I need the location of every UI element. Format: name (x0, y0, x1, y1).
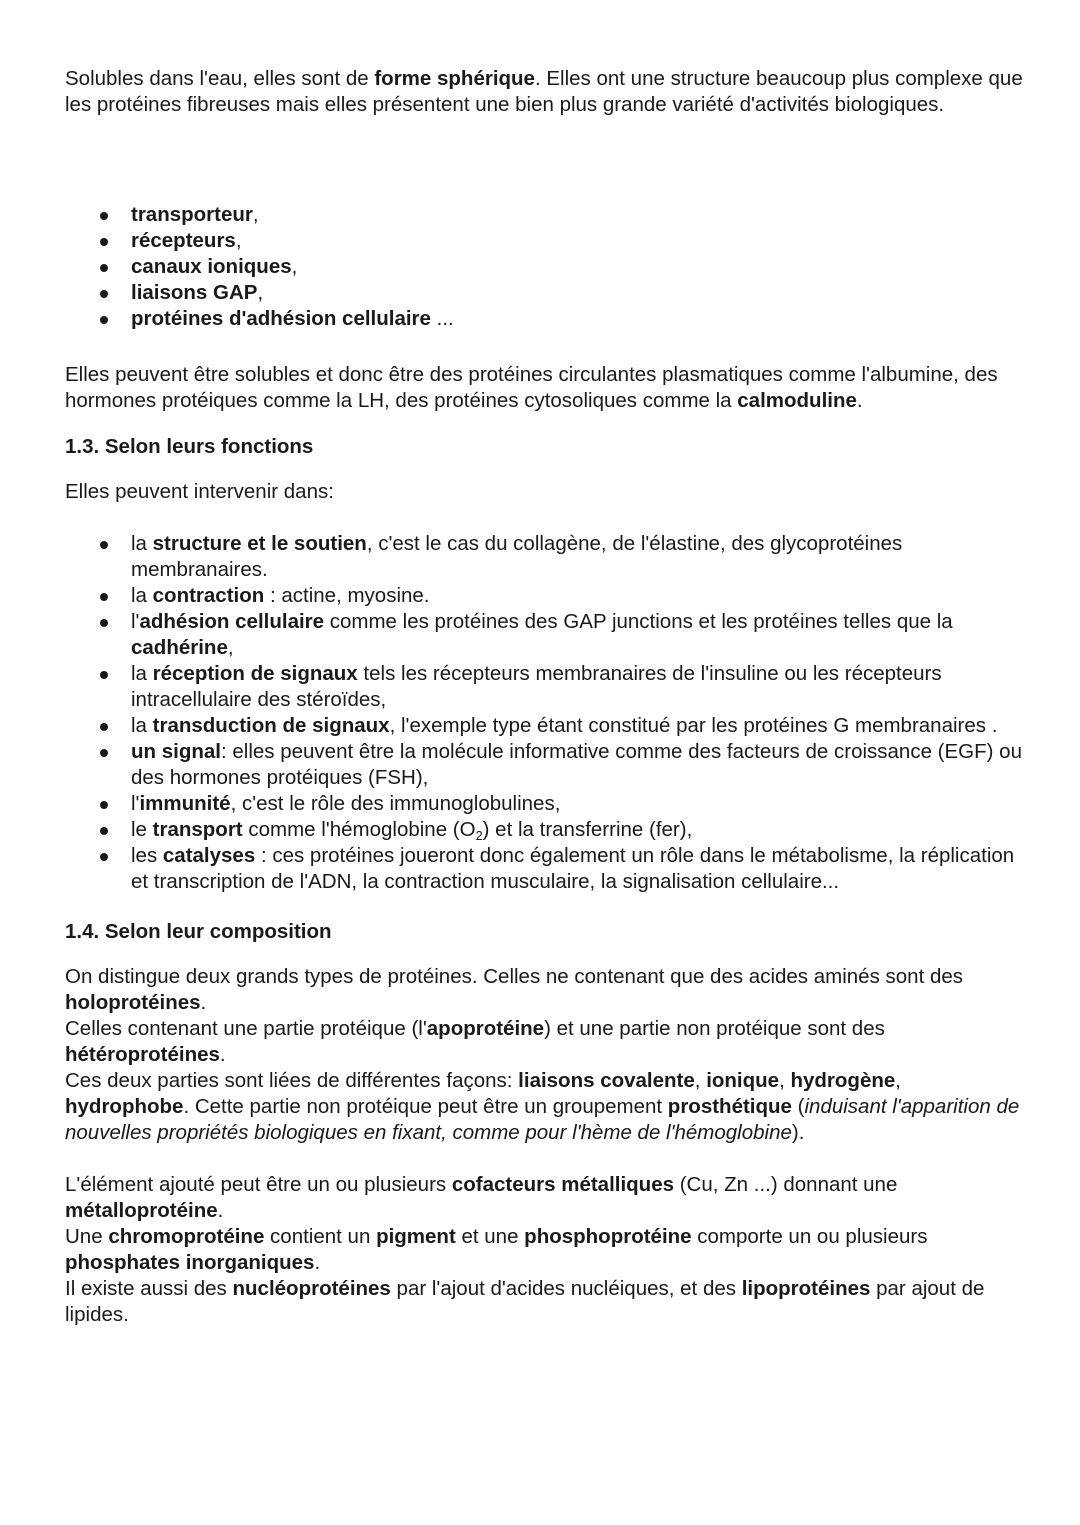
text-run: . Cette partie non protéique peut être un groupement (183, 1095, 668, 1118)
intro-paragraph (65, 66, 1025, 118)
list-item (65, 661, 1025, 713)
bold-term: apoprotéine (426, 1017, 545, 1040)
text-run: , (779, 1069, 791, 1092)
text-run: . (217, 1199, 224, 1222)
text-run: tels les récepteurs membranaires de l'insuline ou les récepteurs intracellulaire des stéroïdes, (131, 662, 942, 711)
text-run: ) et la transferrine (fer), (482, 818, 693, 841)
text-run: Ces deux parties sont liées de différentes façons: (65, 1069, 519, 1092)
bold-term: protéines d'adhésion cellulaire (131, 307, 431, 330)
protein-types-list (65, 202, 1025, 332)
text-run: et une (455, 1225, 525, 1248)
bold-term: phosphates inorganiques (65, 1251, 315, 1274)
text-run: , (291, 255, 298, 278)
text-run: la (131, 584, 153, 607)
bold-term: hydrogène (790, 1069, 896, 1092)
bold-term: liaisons covalente (518, 1069, 695, 1092)
list-item (65, 713, 1025, 739)
text-run: contient un (264, 1225, 377, 1248)
bold-term: nucléoprotéines (232, 1277, 391, 1300)
text-run: le (131, 818, 153, 841)
functions-intro: Elles peuvent intervenir dans: (65, 480, 334, 503)
bold-term: récepteurs (131, 229, 236, 252)
bold-term: hétéroprotéines (65, 1043, 220, 1066)
text-run: les (131, 844, 163, 867)
list-item (65, 280, 1025, 306)
bold-term: adhésion cellulaire (139, 610, 325, 633)
text-run: , (257, 281, 264, 304)
bold-term: cofacteurs métalliques (451, 1173, 675, 1196)
text-run: ) et une partie non protéique sont des (544, 1017, 885, 1040)
bold-term: ionique (706, 1069, 780, 1092)
text-run: par l'ajout d'acides nucléiques, et des (390, 1277, 742, 1300)
list-item (65, 739, 1025, 791)
list-item (65, 202, 1025, 228)
bold-term: forme sphérique (374, 67, 535, 90)
bold-term: pigment (376, 1225, 456, 1248)
bold-term: cadhérine (131, 636, 228, 659)
text-run: la (131, 532, 153, 555)
bold-term: un signal (131, 740, 221, 763)
text-run: : elles peuvent être la molécule informative comme des facteurs de croissance (EGF) ou des hormones protéiques (FSH), (131, 740, 1022, 789)
text-run: comme l'hémoglobine (O (242, 818, 476, 841)
text-run: Elles peuvent être solubles et donc être des protéines circulantes plasmatiques comme l'albumine, des hormones protéiques comme la LH, des protéines cytosoliques comme la (65, 363, 998, 412)
text-run: Une (65, 1225, 109, 1248)
text-run: Il existe aussi des (65, 1277, 233, 1300)
list-item (65, 843, 1025, 895)
document-page (65, 66, 1025, 1328)
text-run: ... (430, 307, 454, 330)
section-heading-1-4: 1.4. Selon leur composition (65, 920, 332, 943)
text-run: . (314, 1251, 321, 1274)
list-item (65, 583, 1025, 609)
bold-term: lipoprotéines (741, 1277, 871, 1300)
text-run: , c'est le cas du collagène, de l'élastine, des glycoprotéines membranaires. (131, 532, 903, 581)
bold-term: transporteur (131, 203, 253, 226)
bold-term: catalyses (162, 844, 256, 867)
text-run: , c'est le rôle des immunoglobulines, (230, 792, 561, 815)
subscript: 2 (475, 827, 483, 843)
text-run: , l'exemple type étant constitué par les protéines G membranaires . (389, 714, 998, 737)
list-item (65, 817, 1025, 843)
composition-paragraph-1 (65, 964, 1025, 1146)
text-run: ). (791, 1121, 805, 1144)
text-run: l' (131, 610, 140, 633)
bold-term: métalloprotéine (65, 1199, 218, 1222)
bold-term: calmoduline (737, 389, 857, 412)
text-run: , (235, 229, 242, 252)
bold-term: transport (152, 818, 243, 841)
bold-term: structure et le soutien (152, 532, 367, 555)
text-run: Celles contenant une partie protéique (l' (65, 1017, 427, 1040)
list-item (65, 306, 1025, 332)
italic-text: induisant l'apparition de nouvelles propriétés biologiques en fixant, comme pour l'hème de l'hémoglobine (65, 1095, 1020, 1144)
bold-term: immunité (139, 792, 231, 815)
bold-term: réception de signaux (152, 662, 358, 685)
composition-paragraph-2 (65, 1172, 1025, 1328)
text-run: l' (131, 792, 140, 815)
text-run: la (131, 714, 153, 737)
text-run: ( (791, 1095, 805, 1118)
text-run: , (694, 1069, 707, 1092)
text-run: Solubles dans l'eau, elles sont de (65, 67, 375, 90)
bold-term: liaisons GAP (131, 281, 258, 304)
text-run: . (200, 991, 207, 1014)
text-run: . (219, 1043, 226, 1066)
text-run: , (895, 1069, 901, 1092)
text-run: la (131, 662, 153, 685)
functions-list (65, 531, 1025, 895)
list-item (65, 609, 1025, 661)
text-run: . Elles ont une structure beaucoup plus complexe que les protéines fibreuses mais elles présentent une bien plus grande variété d'activités biologiques. (65, 67, 1023, 116)
text-run: par ajout de lipides. (65, 1277, 985, 1326)
bold-term: chromoprotéine (108, 1225, 265, 1248)
bold-term: contraction (152, 584, 265, 607)
text-run: L'élément ajouté peut être un ou plusieurs (65, 1173, 452, 1196)
list-item (65, 531, 1025, 583)
text-run: . (856, 389, 863, 412)
text-run: , (227, 636, 234, 659)
list-item (65, 254, 1025, 280)
bold-term: canaux ioniques (131, 255, 292, 278)
soluble-paragraph (65, 362, 1025, 414)
text-run: (Cu, Zn ...) donnant une (674, 1173, 898, 1196)
text-run: On distingue deux grands types de protéines. Celles ne contenant que des acides aminés sont des (65, 965, 964, 988)
list-item (65, 791, 1025, 817)
section-heading-1-3: 1.3. Selon leurs fonctions (65, 435, 314, 458)
text-run: comporte un ou plusieurs (691, 1225, 928, 1248)
bold-term: holoprotéines (65, 991, 201, 1014)
bold-term: hydrophobe (65, 1095, 184, 1118)
bold-term: transduction de signaux (152, 714, 390, 737)
text-run: : ces protéines joueront donc également un rôle dans le métabolisme, la réplication et transcription de l'ADN, la contraction musculaire, la signalisation cellulaire... (131, 844, 1015, 893)
list-item (65, 228, 1025, 254)
text-run: , (252, 203, 259, 226)
text-run: : actine, myosine. (264, 584, 430, 607)
bold-term: phosphoprotéine (524, 1225, 692, 1248)
bold-term: prosthétique (667, 1095, 792, 1118)
text-run: comme les protéines des GAP junctions et les protéines telles que la (324, 610, 953, 633)
